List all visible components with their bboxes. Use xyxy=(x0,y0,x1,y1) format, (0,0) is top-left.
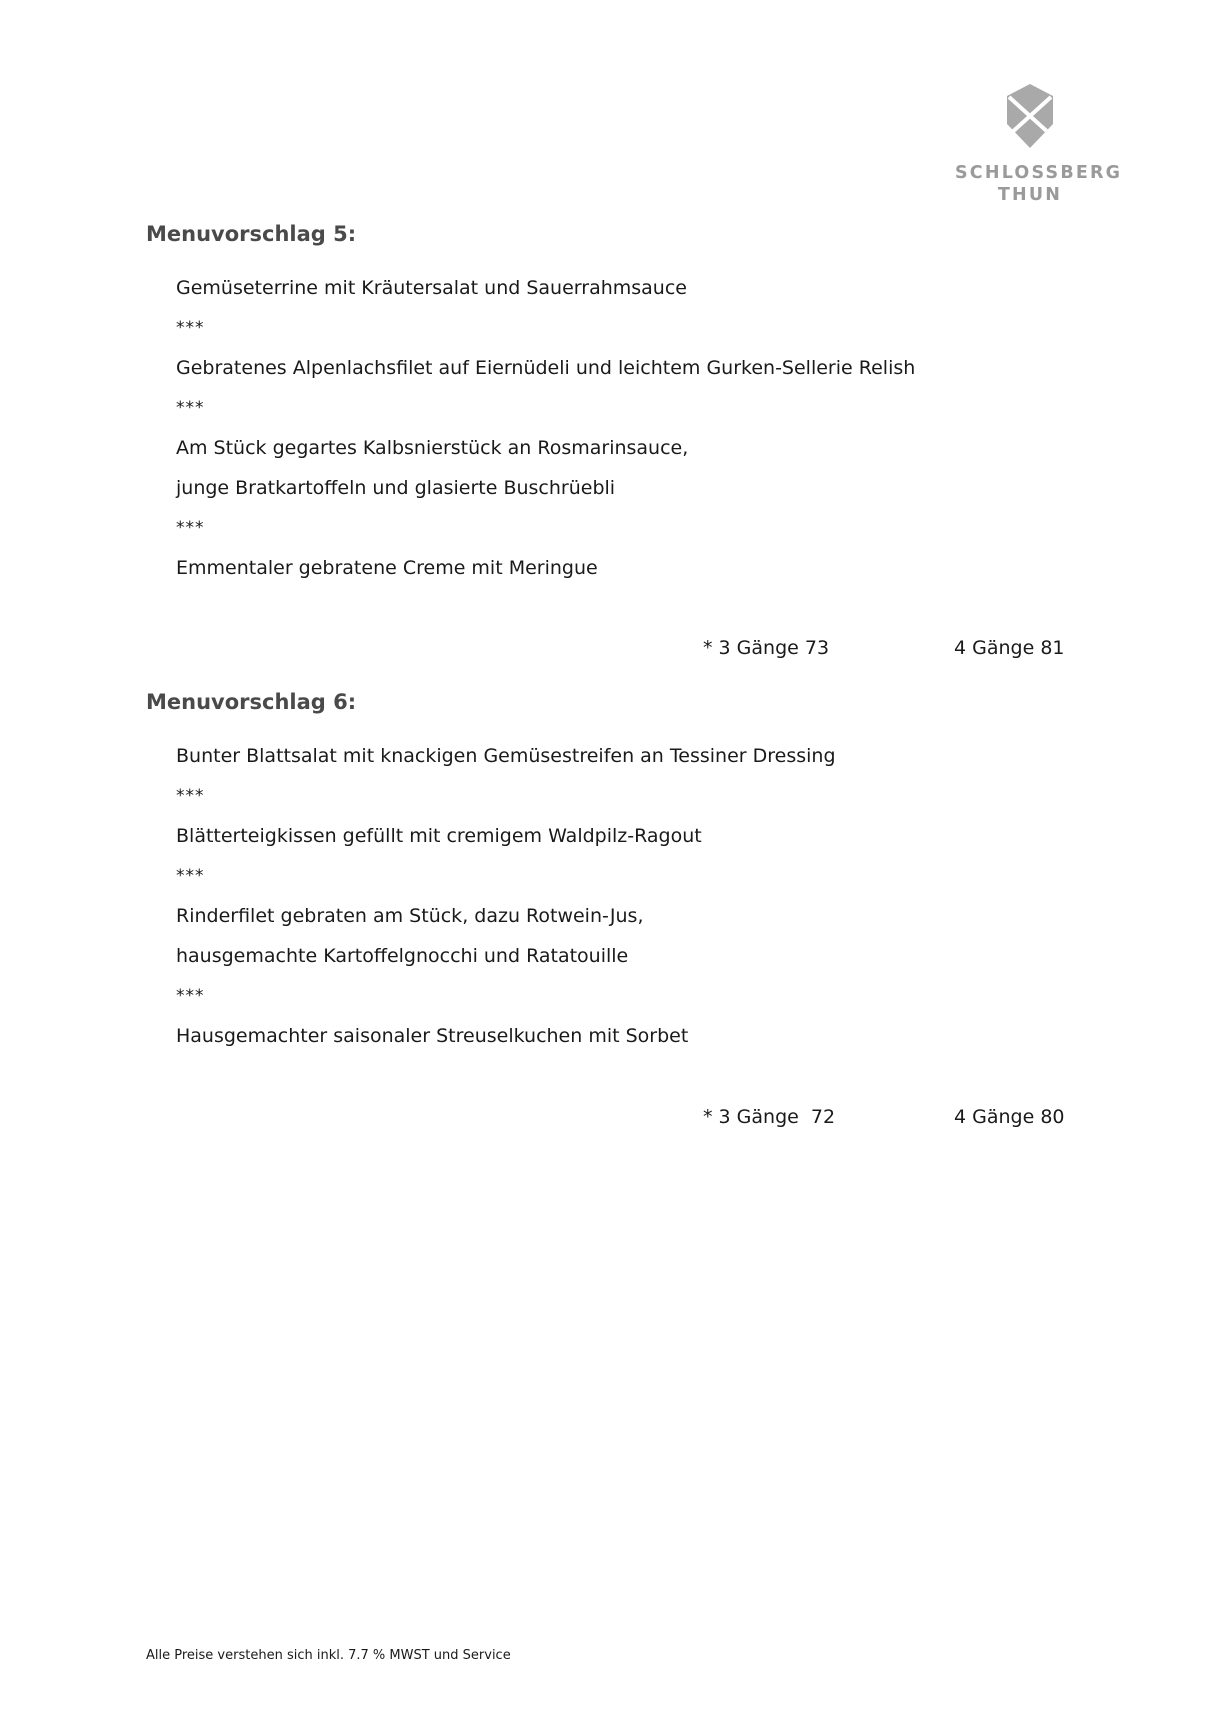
menu-5-course-2: Gebratenes Alpenlachsfilet auf Eiernüdeli und leichtem Gurken-Sellerie Relish xyxy=(176,357,916,379)
menu-6-course-1: Bunter Blattsalat mit knackigen Gemüsestreifen an Tessiner Dressing xyxy=(176,745,836,767)
brand-logo xyxy=(955,80,1123,210)
menu-6-course-3-line-1: Rinderfilet gebraten am Stück, dazu Rotwein-Jus, xyxy=(176,905,644,927)
menu-6-price-4-courses: 4 Gänge 80 xyxy=(954,1106,1065,1128)
menu-5-price-4-courses: 4 Gänge 81 xyxy=(954,637,1065,659)
menu-6-course-2: Blätterteigkissen gefüllt mit cremigem Waldpilz-Ragout xyxy=(176,825,702,847)
shield-crossed-icon xyxy=(1003,82,1057,150)
menu-5-title: Menuvorschlag 5: xyxy=(146,222,357,246)
menu-5-course-3-line-1: Am Stück gegartes Kalbsnierstück an Rosmarinsauce, xyxy=(176,437,689,459)
menu-5-separator: *** xyxy=(176,318,205,338)
menu-5-price-3-courses: * 3 Gänge 73 xyxy=(703,637,830,659)
menu-5-course-4: Emmentaler gebratene Creme mit Meringue xyxy=(176,557,598,579)
price-note-footer: Alle Preise verstehen sich inkl. 7.7 % MWST und Service xyxy=(146,1648,511,1663)
menu-6-course-4: Hausgemachter saisonaler Streuselkuchen mit Sorbet xyxy=(176,1025,689,1047)
menu-6-separator: *** xyxy=(176,866,205,886)
menu-5-separator: *** xyxy=(176,398,205,418)
menu-5-course-1: Gemüseterrine mit Kräutersalat und Sauerrahmsauce xyxy=(176,277,687,299)
brand-name: SCHLOSSBERG xyxy=(955,163,1123,183)
menu-6-title: Menuvorschlag 6: xyxy=(146,690,357,714)
menu-6-separator: *** xyxy=(176,986,205,1006)
menu-6-separator: *** xyxy=(176,786,205,806)
menu-5-course-3-line-2: junge Bratkartoffeln und glasierte Buschrüebli xyxy=(176,477,616,499)
menu-6-course-3-line-2: hausgemachte Kartoffelgnocchi und Ratatouille xyxy=(176,945,629,967)
menu-5-separator: *** xyxy=(176,518,205,538)
menu-6-price-3-courses: * 3 Gänge 72 xyxy=(703,1106,836,1128)
brand-location: THUN xyxy=(997,185,1063,205)
